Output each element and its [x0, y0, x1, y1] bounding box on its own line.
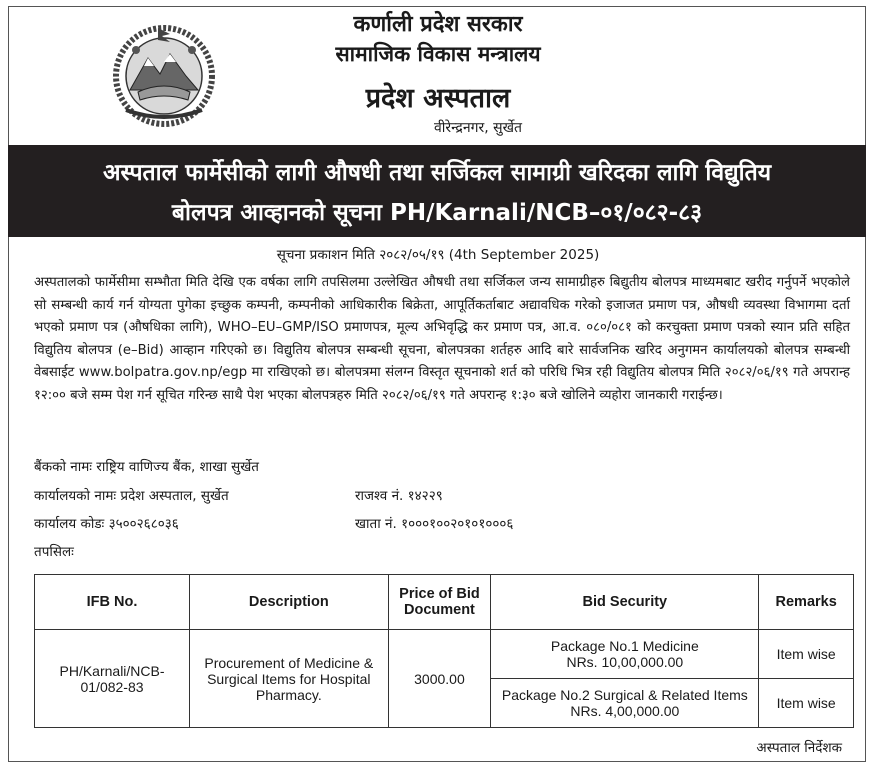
package-1-remarks: Item wise — [759, 630, 854, 679]
package-2-name: Package No.2 Surgical & Related Items — [501, 687, 748, 703]
government-title: कर्णाली प्रदेश सरकार — [353, 12, 523, 37]
ifb-number-cell: PH/Karnali/NCB-01/082-83 — [35, 630, 190, 728]
notice-title-line2: बोलपत्र आव्हानको सूचना PH/Karnali/NCB–०१/०८२-८३ — [171, 200, 703, 226]
package-1-amount: NRs. 10,00,000.00 — [566, 654, 684, 670]
description-cell: Procurement of Medicine & Surgical Items for Hospital Pharmacy. — [190, 630, 389, 728]
header-price: Price of Bid Document — [388, 575, 491, 630]
notice-title-line1: अस्पताल फार्मेसीको लागी औषधी तथा सर्जिकल सामाग्री खरिदका लागि विद्युतिय — [102, 160, 772, 186]
package-2-remarks: Item wise — [759, 679, 854, 728]
office-code: कार्यालय कोडः ३५००२६८०३६ — [34, 516, 179, 532]
price-cell: 3000.00 — [388, 630, 491, 728]
notice-title-banner — [8, 145, 866, 237]
package-2-cell — [491, 679, 759, 728]
table-header-row — [35, 575, 854, 630]
package-1-name: Package No.1 Medicine — [550, 638, 699, 654]
hospital-title: प्रदेश अस्पताल — [365, 83, 511, 114]
package-2-amount: NRs. 4,00,000.00 — [570, 703, 680, 719]
header-description: Description — [190, 575, 389, 630]
bid-table — [34, 574, 854, 728]
table-row — [35, 630, 854, 679]
details-label: तपसिलः — [34, 544, 74, 560]
office-name: कार्यालयको नामः प्रदेश अस्पताल, सुर्खेत — [34, 488, 229, 504]
header-ifb-no: IFB No. — [35, 575, 190, 630]
account-number: खाता नं. १०००१००२०१०१०००६ — [355, 516, 514, 532]
signature: अस्पताल निर्देशक — [756, 740, 842, 756]
ministry-title: सामाजिक विकास मन्त्रालय — [335, 42, 541, 66]
notice-body: अस्पतालको फार्मेसीमा सम्भौता मिति देखि एक वर्षका लागि तपसिलमा उल्लेखित औषधी तथा सर्जिकल जन्य सामाग्रीहरु बिद्युतीय बोलपत्र माध्यमबाट खरीद गर्नुपर्ने भएकोले सो सम्बन्धी कार्य गर्न योग्यता पुगेका इच्छुक कम्पनी, कम्पनीको आधिकारीक बिक्रेता, आपूर्तिकर्ताबाट अद्यावधिक गरेको इजाजत प्रमाण पत्र, औषधी व्यवस्था विभागमा दर्ता भएको प्रमाण पत्र (औषधिका लागि), WHO–EU–GMP/ISO प्रमाणपत्र, मूल्य अभिवृद्धि कर प्रमाण पत्र, आ.व. ०८०/०८१ को करचुक्ता प्रमाण पत्रको स्यान प्रति सहित विद्युतिय बोलपत्र (e–Bid) आव्हान गरिएको छ। विद्युतिय बोलपत्र सम्बन्धी सूचना, बोलपत्रका शर्तहरु आदि बारे सार्वजनिक खरिद अनुगमन कार्यालयको बोलपत्र सम्बन्धी वेबसाईट www.bolpatra.gov.np/egp मा राखिएको छ। बोलपत्रमा संलग्न विस्तृत सूचनाको शर्त को परिधि भित्र रही विद्युतिय बोलपत्र मिति २०८२/०६/१९ गते अपरान्ह १२:०० बजे सम्म पेश गर्न सूचित गरिन्छ साथै पेश भएका बोलपत्रहरु मिति २०८२/०६/१९ गते अपरान्ह १:३० बजे खोलिने व्यहोरा जानकारी गराईन्छ। — [34, 275, 850, 403]
header-remarks: Remarks — [759, 575, 854, 630]
publication-date: सूचना प्रकाशन मिति २०८२/०५/१९ (4th September 2025) — [276, 247, 600, 263]
package-1-cell — [491, 630, 759, 679]
revenue-number: राजश्व नं. १४२२९ — [355, 488, 443, 504]
header-bid-security: Bid Security — [491, 575, 759, 630]
location-text: वीरेन्द्रनगर, सुर्खेत — [433, 120, 523, 136]
bank-name: बैंकको नामः राष्ट्रिय वाणिज्य बैंक, शाखा सुर्खेत — [34, 459, 259, 475]
